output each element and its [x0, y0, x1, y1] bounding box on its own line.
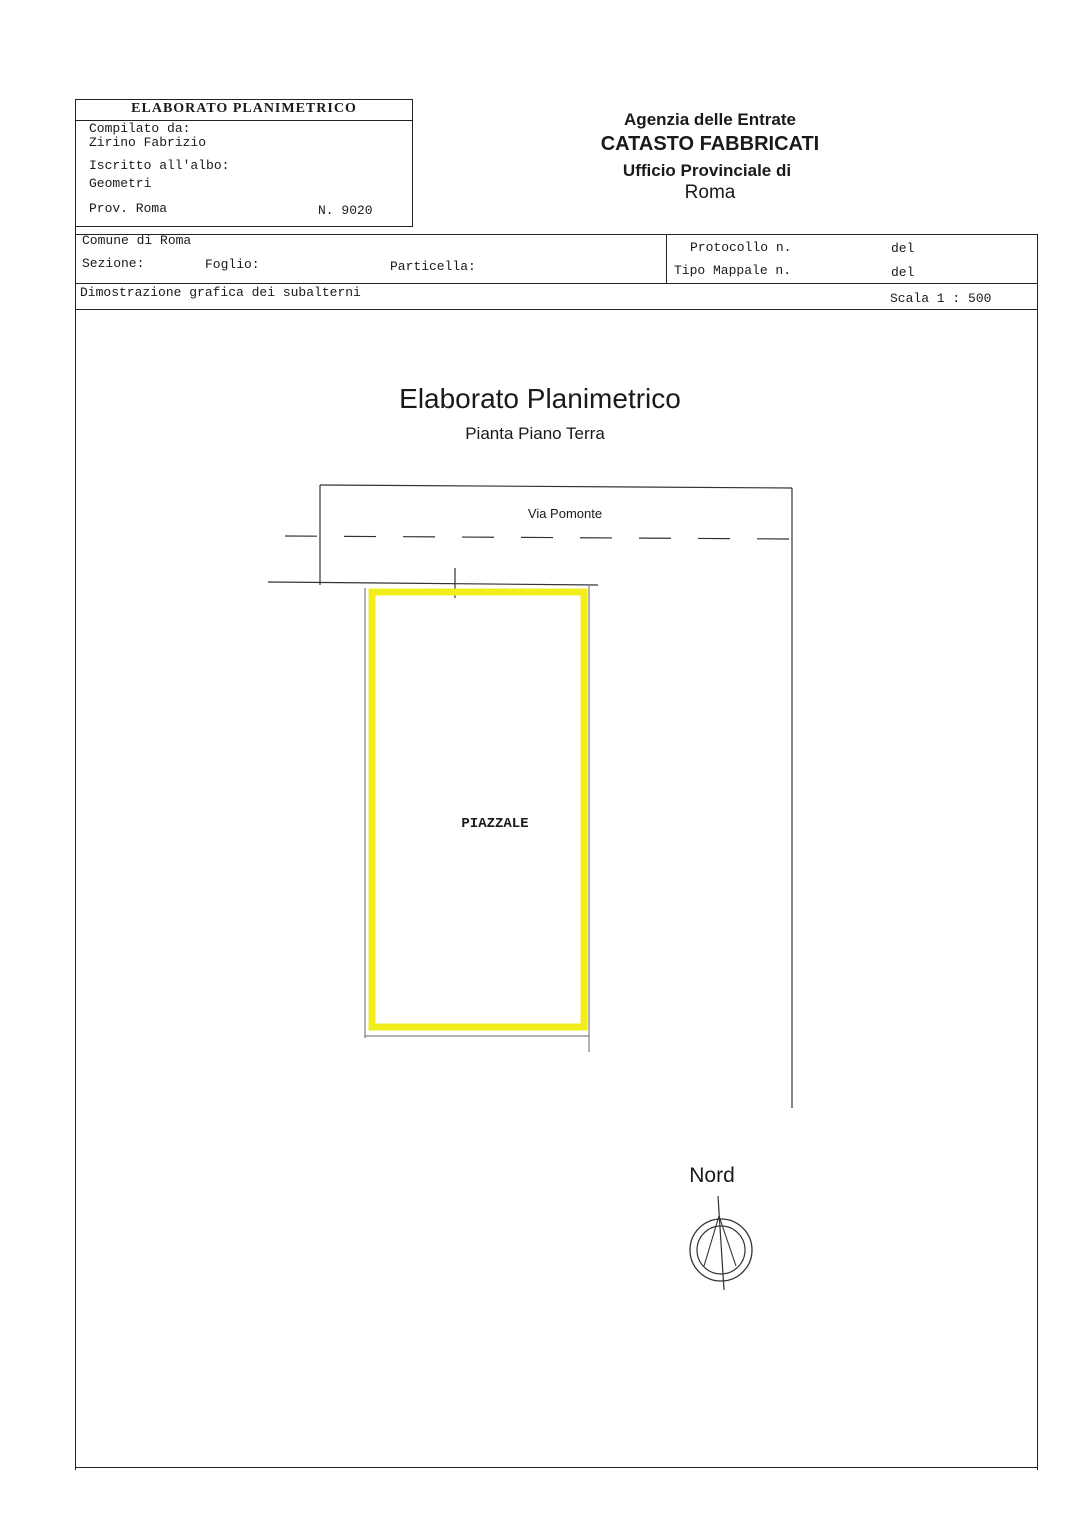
iscritto-value: Geometri	[89, 176, 152, 191]
agency-name: Agenzia delle Entrate	[624, 110, 796, 129]
compilato-label: Compilato da:	[89, 121, 191, 136]
tipo-mappale-del: del	[891, 265, 915, 280]
ufficio-city: Roma	[684, 182, 736, 203]
north-arrow-left-fin	[704, 1216, 719, 1266]
particella-field: Particella:	[390, 259, 476, 274]
sezione-field: Sezione:	[82, 256, 145, 271]
street-name: Via Pomonte	[527, 506, 603, 521]
drawing-subtitle: Pianta Piano Terra	[465, 424, 605, 443]
protocollo-del: del	[891, 241, 915, 256]
comune-field: Comune di Roma	[82, 233, 192, 248]
street-dashed-centerline	[285, 536, 792, 539]
street-bottom-line	[268, 582, 598, 585]
registration-number: N. 9020	[318, 203, 373, 218]
scale-label: Scala 1 : 500	[890, 291, 992, 306]
catasto-title: CATASTO FABBRICATI	[600, 133, 820, 155]
north-label: Nord	[689, 1164, 735, 1187]
iscritto-label: Iscritto all'albo:	[89, 158, 230, 173]
compilato-value: Zirino Fabrizio	[89, 135, 207, 150]
north-arrow-shaft	[718, 1196, 724, 1290]
foglio-field: Foglio:	[205, 257, 260, 272]
street-top-line	[320, 485, 792, 488]
piazzale-highlight	[372, 592, 584, 1027]
province: Prov. Roma	[89, 201, 168, 216]
elaborato-heading: ELABORATO PLANIMETRICO	[131, 101, 357, 116]
drawing-title: Elaborato Planimetrico	[399, 383, 681, 414]
protocollo-field: Protocollo n.	[690, 240, 792, 255]
tipo-mappale-field: Tipo Mappale n.	[674, 263, 792, 278]
ufficio-label: Ufficio Provinciale di	[622, 161, 792, 180]
dimostrazione-label: Dimostrazione grafica dei subalterni	[80, 285, 361, 300]
piazzale-label: PIAZZALE	[461, 816, 529, 832]
